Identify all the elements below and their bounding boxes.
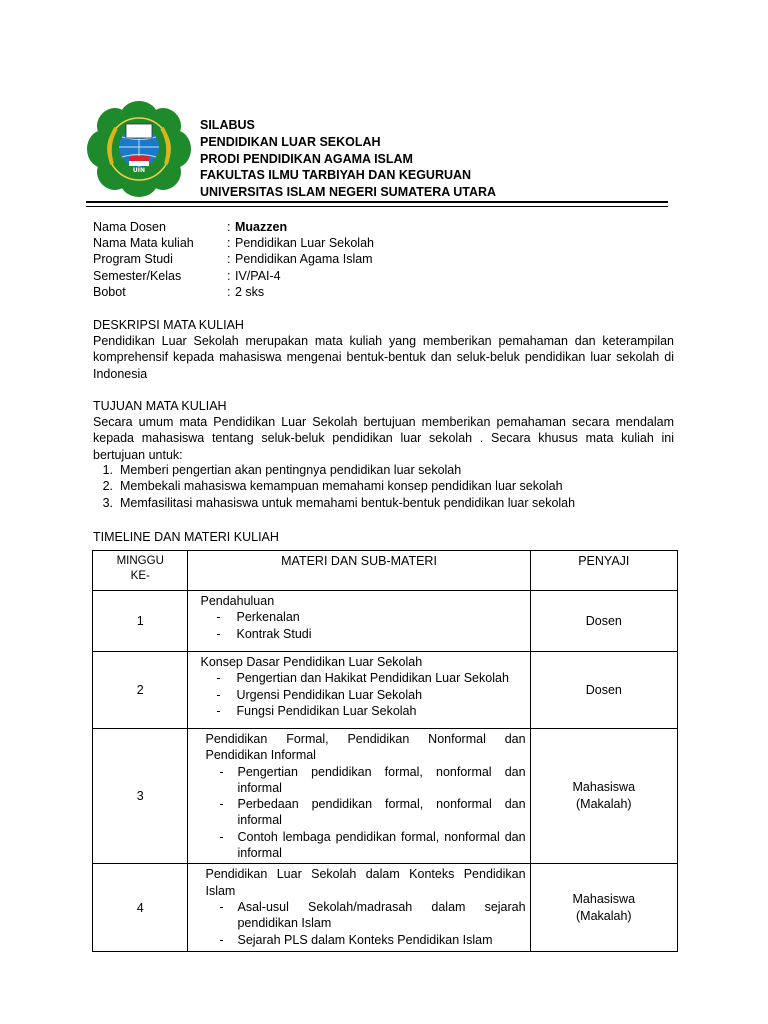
materi-cell bbox=[188, 864, 530, 952]
dash: - bbox=[216, 687, 221, 702]
header-penyaji: PENYAJI bbox=[530, 551, 677, 591]
list-number: 1. bbox=[102, 463, 113, 477]
list-text: Memberi pengertian akan pentingnya pendidikan luar sekolah bbox=[120, 463, 462, 477]
table-header-row bbox=[93, 551, 678, 591]
header-materi: MATERI DAN SUB-MATERI bbox=[188, 551, 530, 591]
sub-text: Urgensi Pendidikan Luar Sekolah bbox=[236, 687, 423, 702]
sub-item bbox=[205, 829, 525, 862]
sub-text: Sejarah PLS dalam Konteks Pendidikan Islam bbox=[237, 932, 493, 947]
table-row bbox=[93, 652, 678, 729]
week-cell: 2 bbox=[93, 652, 188, 729]
deskripsi-text: Pendidikan Luar Sekolah merupakan mata kuliah yang memberikan pemahaman dan keterampilan komprehensif kepada mahasiswa mengenai bentuk-bentuk dan seluk-beluk pendidikan luar sekolah di Indonesia bbox=[93, 334, 674, 381]
info-value: Muazzen bbox=[235, 220, 288, 234]
week-cell: 4 bbox=[93, 864, 188, 952]
sub-text: Pengertian pendidikan formal, nonformal dan informal bbox=[237, 764, 526, 795]
header-divider bbox=[86, 201, 668, 203]
materi-cell bbox=[188, 591, 530, 652]
info-value: IV/PAI-4 bbox=[235, 268, 281, 283]
info-value: Pendidikan Luar Sekolah bbox=[235, 236, 374, 251]
list-text: Memfasilitasi mahasiswa untuk memahami bentuk-bentuk pendidikan luar sekolah bbox=[120, 495, 576, 510]
info-label: Semester/Kelas bbox=[93, 268, 182, 283]
dash: - bbox=[219, 829, 224, 844]
sub-item bbox=[205, 796, 525, 829]
sub-item bbox=[200, 687, 525, 703]
sub-text: Asal-usul Sekolah/madrasah dalam sejarah pendidikan Islam bbox=[237, 899, 526, 931]
sub-text: Kontrak Studi bbox=[236, 626, 312, 641]
header-minggu: MINGGU KE- bbox=[93, 551, 188, 591]
dash: - bbox=[219, 932, 224, 947]
info-separator: : bbox=[227, 220, 231, 234]
topic-text: Konsep Dasar Pendidikan Luar Sekolah bbox=[200, 655, 423, 669]
sub-item bbox=[205, 764, 525, 797]
dash: - bbox=[219, 797, 224, 812]
info-label: Nama Mata kuliah bbox=[93, 236, 194, 251]
list-item bbox=[93, 462, 674, 478]
sub-item bbox=[205, 932, 525, 948]
sub-item bbox=[205, 899, 525, 932]
dash: - bbox=[216, 671, 221, 686]
list-number: 2. bbox=[102, 479, 113, 494]
header-line: SILABUS bbox=[200, 118, 255, 132]
uin-logo bbox=[86, 100, 192, 198]
timeline-table bbox=[92, 550, 678, 952]
materi-cell bbox=[188, 652, 530, 729]
presenter-cell: Dosen bbox=[530, 652, 677, 729]
svg-text:UIN: UIN bbox=[132, 167, 146, 174]
sub-text: Contoh lembaga pendidikan formal, nonformal dan informal bbox=[237, 829, 526, 861]
list-text: Membekali mahasiswa kemampuan memahami konsep pendidikan luar sekolah bbox=[120, 479, 563, 494]
info-row bbox=[93, 235, 374, 251]
sub-text: Pengertian dan Hakikat Pendidikan Luar Sekolah bbox=[236, 671, 509, 686]
list-item bbox=[93, 495, 674, 511]
sub-item bbox=[200, 609, 525, 625]
presenter-cell: Mahasiswa (Makalah) bbox=[530, 729, 677, 864]
info-row bbox=[93, 219, 374, 235]
dash: - bbox=[216, 703, 221, 718]
week-cell: 1 bbox=[93, 591, 188, 652]
sub-text: Perbedaan pendidikan formal, nonformal dan informal bbox=[237, 797, 526, 828]
tujuan-text: Secara umum mata Pendidikan Luar Sekolah bertujuan memberikan pemahaman secara mendalam kepada mahasiswa tentang seluk-beluk pendidikan luar sekolah . Secara khusus mata kuliah ini bertujuan untuk: bbox=[93, 415, 674, 462]
dash: - bbox=[216, 626, 221, 641]
info-row bbox=[93, 251, 374, 267]
sub-item bbox=[200, 670, 525, 686]
topic-text: Pendidikan Formal, Pendidikan Nonformal dan Pendidikan Informal bbox=[205, 732, 526, 763]
info-value: Pendidikan Agama Islam bbox=[235, 252, 373, 267]
sub-item bbox=[200, 626, 525, 642]
presenter-cell: Dosen bbox=[530, 591, 677, 652]
info-separator: : bbox=[227, 252, 231, 267]
sub-text: Perkenalan bbox=[236, 610, 300, 625]
table-row bbox=[93, 591, 678, 652]
list-number: 3. bbox=[102, 495, 113, 510]
materi-cell bbox=[188, 729, 530, 864]
dash: - bbox=[219, 899, 224, 914]
info-separator: : bbox=[227, 284, 231, 299]
header-line: FAKULTAS ILMU TARBIYAH DAN KEGURUAN bbox=[200, 168, 472, 183]
info-separator: : bbox=[227, 236, 231, 251]
presenter-cell: Mahasiswa (Makalah) bbox=[530, 864, 677, 952]
week-cell: 3 bbox=[93, 729, 188, 864]
sub-item bbox=[200, 703, 525, 719]
timeline-title: TIMELINE DAN MATERI KULIAH bbox=[93, 530, 279, 544]
header-title-block bbox=[200, 117, 496, 201]
info-label: Nama Dosen bbox=[93, 220, 166, 234]
list-item bbox=[93, 478, 674, 494]
table-row bbox=[93, 864, 678, 952]
deskripsi-title: DESKRIPSI MATA KULIAH bbox=[93, 318, 244, 332]
info-label: Bobot bbox=[93, 284, 126, 299]
info-label: Program Studi bbox=[93, 252, 173, 267]
dash: - bbox=[219, 764, 224, 779]
tujuan-list bbox=[93, 462, 674, 511]
header-line: UNIVERSITAS ISLAM NEGERI SUMATERA UTARA bbox=[200, 185, 497, 200]
header-line: PENDIDIKAN LUAR SEKOLAH bbox=[200, 134, 381, 149]
header-divider bbox=[86, 206, 668, 207]
sub-text: Fungsi Pendidikan Luar Sekolah bbox=[236, 703, 417, 718]
course-info bbox=[93, 219, 374, 300]
table-row bbox=[93, 729, 678, 864]
topic-text: Pendidikan Luar Sekolah dalam Konteks Pendidikan Islam bbox=[205, 867, 526, 898]
info-separator: : bbox=[227, 268, 231, 283]
info-row bbox=[93, 284, 374, 300]
topic-text: Pendahuluan bbox=[200, 594, 275, 608]
header-line: PRODI PENDIDIKAN AGAMA ISLAM bbox=[200, 151, 413, 166]
tujuan-title: TUJUAN MATA KULIAH bbox=[93, 399, 227, 413]
info-value: 2 sks bbox=[235, 284, 265, 299]
info-row bbox=[93, 268, 374, 284]
dash: - bbox=[216, 610, 221, 625]
